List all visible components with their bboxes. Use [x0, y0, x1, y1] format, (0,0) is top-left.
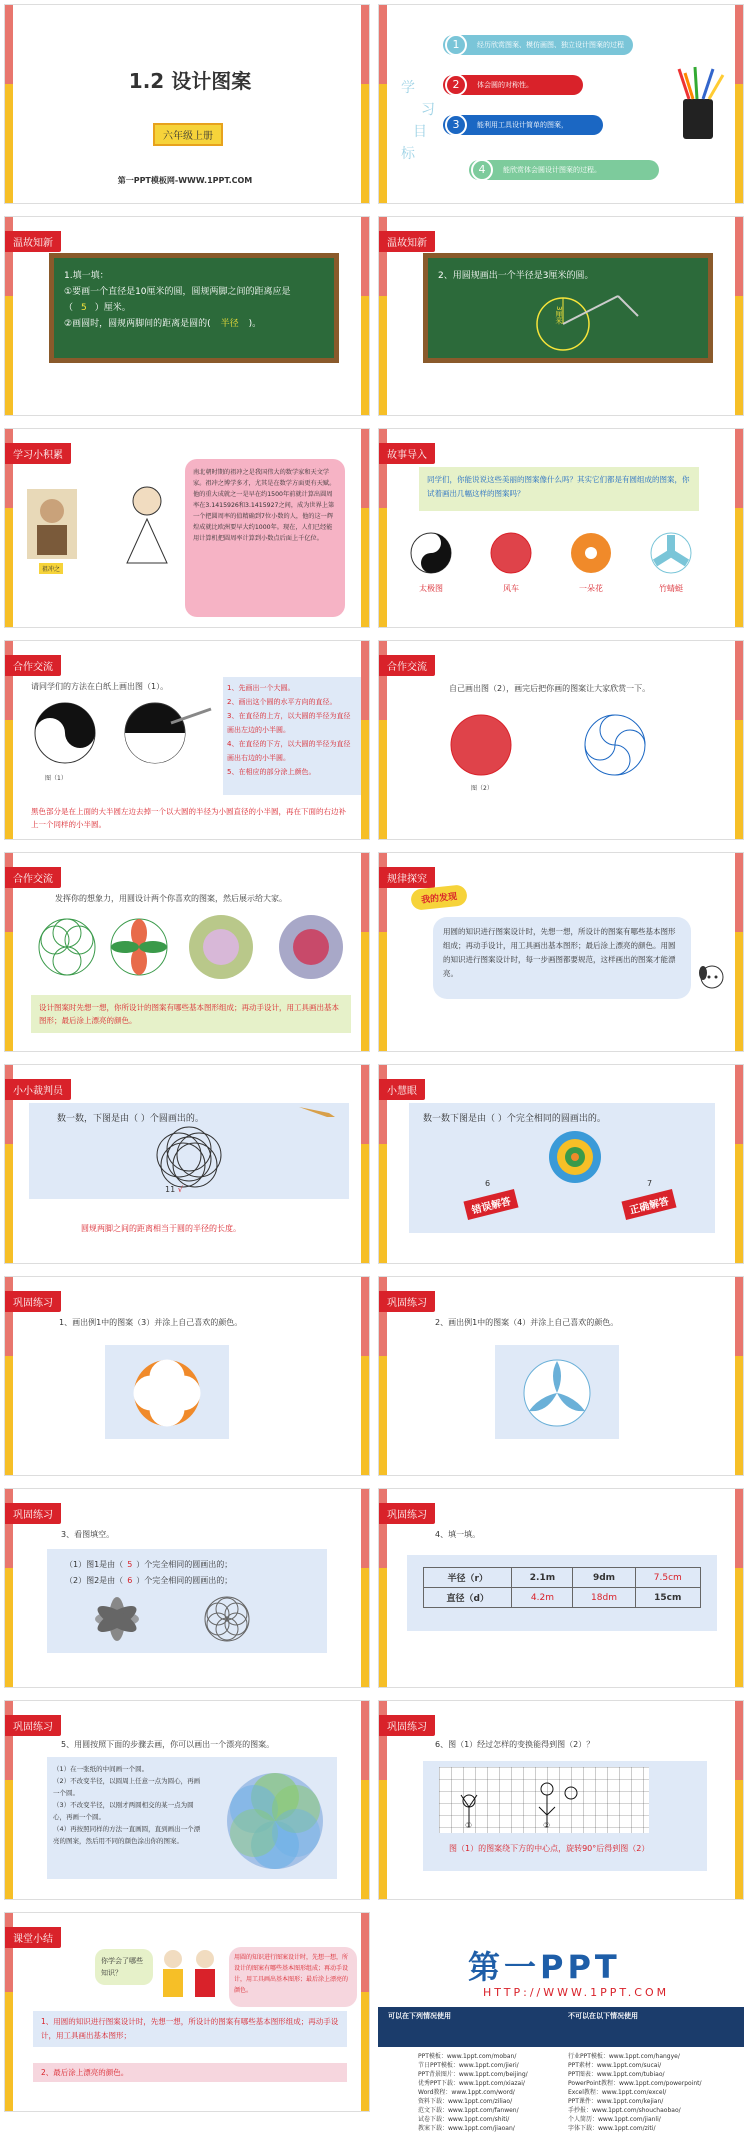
windmill-drawings	[449, 711, 649, 781]
question-box: 数一数，下图是由（ ）个圆画出的。 11 √	[29, 1103, 349, 1199]
slide-6	[378, 428, 744, 628]
portrait-2	[117, 479, 177, 563]
teacher-student-icon	[155, 1947, 225, 2001]
portrait-1	[27, 489, 77, 559]
steps-box: （1）在一张纸的中间画一个圆。 （2）不改变半径，以圆周上任意一点为圆心，再画一个圆。 （3）不改变半径，以刚才两圆相交的某一点为圆心，再画一个圆。 （4）再按照同样的方法一直画圆，直到画出一个漂亮的图案，然后用不同的颜色涂出你的图案。	[47, 1757, 337, 1879]
question: 3、看图填空。	[61, 1530, 115, 1539]
slide-19	[4, 1912, 370, 2112]
question: 6、图（1）经过怎样的变换能得到图（2）？	[435, 1740, 595, 1749]
blue-propeller	[521, 1357, 593, 1429]
left-links: PPT模板：www.1ppt.com/moban/ 节日PPT模板：www.1ppt.com/jieri/ PPT背景图片：www.1ppt.com/beijing/ 优秀PPT下载：www.1ppt.com/xiazai/ Word教程：www.1ppt.com/word/ 资料下载：www.1ppt.com/ziliao/ 范文下载：www.1ppt.com/fanwen/ 试卷下载：www.1ppt.com/shiti/ 教案下载：www.1ppt.com/jiaoan/	[418, 2053, 528, 2132]
question: 2、画出例1中的图案（4）并涂上自己喜欢的颜色。	[435, 1318, 619, 1327]
goal-4: 能欣赏体会圆设计图案的过程。	[469, 160, 659, 180]
question: 4、填一填。	[435, 1530, 481, 1539]
taiji-drawing	[31, 699, 221, 771]
instruction: 发挥你的想象力，用圆设计两个你喜欢的图案，然后展示给大家。	[55, 894, 287, 903]
section-tag: 合作交流	[5, 655, 61, 676]
answer-bubble: 用圆的知识进行图案设计时，先想一想，所设计的图案有哪些基本图形组成；再动手设计，用工具画出基本图形；最后涂上漂亮的颜色。	[229, 1947, 357, 2007]
pencil-cup-icon	[669, 65, 729, 145]
fig-caption: 图（1）	[45, 775, 67, 782]
summary-1: 1、用圆的知识进行图案设计时，先想一想，所设计的图案有哪些基本图形组成；再动手设计，用工具画出基本图形；	[33, 2011, 347, 2047]
summary-2: 2、最后涂上漂亮的颜色。	[33, 2063, 347, 2082]
section-tag: 规律探究	[379, 867, 435, 888]
goal-num-2: 2	[445, 74, 467, 96]
fill-box: （1）图1是由（ 5 ）个完全相同的圆画出的； （2）图2是由（ 6 ）个完全相同的圆画出的；	[47, 1549, 327, 1653]
dog-icon	[697, 963, 727, 997]
slide-16	[378, 1488, 744, 1688]
slide-9	[4, 852, 370, 1052]
section-tag: 小小裁判员	[5, 1079, 71, 1100]
section-tag: 学习小积累	[5, 443, 71, 464]
answer-right-num: 7	[647, 1179, 653, 1188]
slide-5	[4, 428, 370, 628]
question-bubble: 你学会了哪些知识？	[95, 1949, 153, 1985]
section-tag: 温故知新	[379, 231, 435, 252]
slide-13	[4, 1276, 370, 1476]
section-tag: 巩固练习	[379, 1715, 435, 1736]
goal-1: 经历欣赏图案、模仿画图、独立设计图案的过程	[443, 35, 633, 55]
section-tag: 巩固练习	[379, 1291, 435, 1312]
rule-text: 用圆的知识进行图案设计时，先想一想，所设计的图案有哪些基本图形组成；再动手设计，用工具画出基本图形；最后涂上漂亮的颜色。用圆的知识进行图案设计时，每一步画图都要规范，这样画出的图案才能漂亮。	[433, 917, 691, 999]
answer-wrong-num: 6	[485, 1179, 491, 1188]
flower-figure	[545, 1127, 605, 1187]
answer-text: 图（1）的图案绕下方的中心点，旋转90°后得到图（2）	[449, 1844, 650, 1853]
slide-17	[4, 1700, 370, 1900]
right-links: 行业PPT模板：www.1ppt.com/hangye/ PPT素材：www.1ppt.com/sucai/ PPT图表：www.1ppt.com/tubiao/ PowerPoint教程：www.1ppt.com/powerpoint/ Excel教程：www.1ppt.com/excel/ PPT课件：www.1ppt.com/kejian/ 手抄报：www.1ppt.com/shouchaobao/ 个人简历：www.1ppt.com/jianli/ 字体下载：www.1ppt.com/ziti/	[568, 2053, 702, 2132]
fig-caption: 图（2）	[471, 785, 493, 792]
radius-table: 半径（r） 2.1m 9dm 7.5cm 直径（d） 4.2m 18dm 15cm	[423, 1567, 701, 1608]
grade-badge: 六年级上册	[153, 123, 223, 146]
pattern-icons	[403, 529, 723, 579]
goal-2: 体会圆的对称性。	[443, 75, 583, 95]
fig-1-label: ①	[465, 1821, 473, 1830]
goals-side-label: 学 习 目 标	[401, 80, 435, 162]
ppt-url: HTTP://WWW.1PPT.COM	[483, 1986, 670, 1999]
slide-11	[4, 1064, 370, 1264]
design-note: 设计图案时先想一想，你所设计的图案有哪些基本图形组成；再动手设计，用工具画出基本图形；最后涂上漂亮的颜色。	[31, 995, 351, 1033]
question-box: 数一数下图是由（ ）个完全相同的圆画出的。	[409, 1103, 715, 1233]
orange-flower	[131, 1357, 203, 1429]
slide-7	[4, 640, 370, 840]
section-tag: 故事导入	[379, 443, 435, 464]
slide-10	[378, 852, 744, 1052]
label-flower: 一朵花	[579, 584, 603, 593]
blackboard: 2、用圆规画出一个半径是3厘米的圆。 3厘米	[423, 253, 713, 363]
hint-text: 圆规两脚之间的距离相当于圆的半径的长度。	[81, 1224, 241, 1233]
label-taiji: 太极图	[419, 584, 443, 593]
instruction: 自己画出图（2），画完后把你画的图案让大家欣赏一下。	[449, 684, 651, 693]
right-label: 正确解答	[621, 1189, 676, 1220]
explanation: 黑色部分是在上面的大半圆左边去掉一个以大圆的半径为小圆直径的小半圆，再在下面的右边补上一个同样的小半圆。	[31, 807, 346, 829]
bio-box: 南北朝时期的祖冲之是我国伟大的数学家和天文学家。祖冲之博学多才，尤其是在数学方面更有天赋。他的重大成就之一是早在约1500年前就计算出圆周率在3.1415926和3.1415927之间，成为世界上第一个把圆周率的值精确到7位小数的人，他的这一辉煌成就比欧洲要早大约1000年。现在，人们已经能用计算机把圆周率计算到小数点后面上千亿位。	[185, 459, 345, 617]
goal-num-4: 4	[471, 159, 493, 181]
wrong-label: 错误解答	[463, 1189, 518, 1220]
goal-3: 能利用工具设计简单的图案，	[443, 115, 603, 135]
slide-12	[378, 1064, 744, 1264]
site-text: 第一PPT模板网-WWW.1PPT.COM	[117, 176, 253, 185]
blackboard: 1.填一填： ①要画一个直径是10厘米的圆，圆规两脚之间的距离应是 （ 5 ）厘米。 ②画圆时，圆规两脚间的距离是圆的( 半径 )。	[49, 253, 339, 363]
portrait-name: 祖冲之	[39, 563, 63, 574]
pencil-icon	[297, 1101, 337, 1121]
goal-num-1: 1	[445, 34, 467, 56]
arcs-figure	[149, 1125, 229, 1185]
goal-num-3: 3	[445, 114, 467, 136]
slide-8	[378, 640, 744, 840]
section-tag: 巩固练习	[5, 1291, 61, 1312]
slide-4	[378, 216, 744, 416]
label-bamboo: 竹蜻蜓	[659, 584, 683, 593]
section-tag: 合作交流	[379, 655, 435, 676]
slide-3	[4, 216, 370, 416]
slide-2	[378, 4, 744, 204]
instruction: 请同学们的方法在白纸上画出图（1）。	[31, 682, 169, 691]
section-tag: 巩固练习	[379, 1503, 435, 1524]
label-windmill: 风车	[503, 584, 519, 593]
section-tag: 温故知新	[5, 231, 61, 252]
compass-circle-drawing	[528, 286, 648, 356]
section-tag: 巩固练习	[5, 1503, 61, 1524]
design-examples	[35, 913, 345, 983]
slide-14	[378, 1276, 744, 1476]
fig-2-label: ②	[543, 1821, 551, 1830]
steps-box: 1、先画出一个大圆。 2、画出这个圆的水平方向的直径。 3、在直径的上方，以大圆的半径为直径画出左边的小半圆。 4、在直径的下方，以大圆的半径为直径画出右边的小半圆。 5、在相应的部分涂上颜色。	[223, 677, 361, 795]
section-tag: 小慧眼	[379, 1079, 425, 1100]
question: 1、画出例1中的图案（3）并涂上自己喜欢的颜色。	[59, 1318, 243, 1327]
seven-circles-figure	[223, 1769, 327, 1873]
slide-15	[4, 1488, 370, 1688]
slide-title: 1.2 设计图案	[128, 69, 252, 93]
discovery-bubble: 我的发现	[410, 884, 468, 911]
slide-20	[378, 1912, 744, 2132]
question: 5、用圆按照下面的步骤去画，你可以画出一个漂亮的图案。	[61, 1740, 275, 1749]
usage-bar: 可以在下列情况使用 不可以在以下情况使用	[378, 2007, 744, 2047]
intro-box: 同学们，你能说说这些美丽的图案像什么吗？其实它们都是有圆组成的图案，你试着画出几幅这样的图案吗？	[419, 467, 699, 511]
slide-1	[4, 4, 370, 204]
section-tag: 巩固练习	[5, 1715, 61, 1736]
section-tag: 课堂小结	[5, 1927, 61, 1948]
two-figures	[87, 1593, 287, 1645]
slide-18	[378, 1700, 744, 1900]
section-tag: 合作交流	[5, 867, 61, 888]
ppt-logo: 第一PPT	[468, 1948, 621, 1986]
